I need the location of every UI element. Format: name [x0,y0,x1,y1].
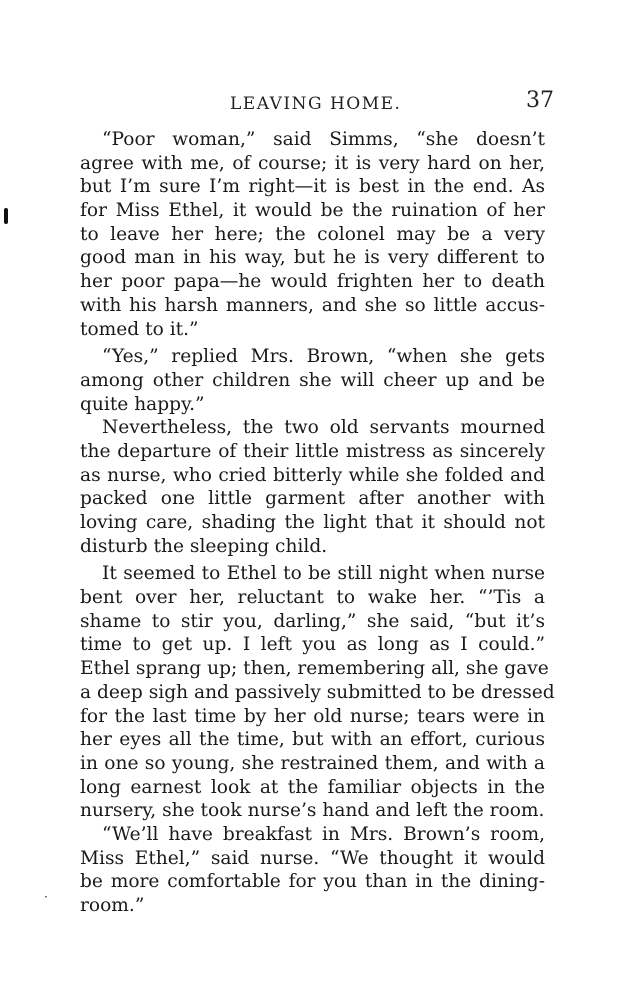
text-line: her eyes all the time, but with an effort, curious [80,729,545,751]
body-text [80,128,555,918]
text-line: room.” [80,895,145,916]
text-line: nursery, she took nurse’s hand and left the room. [80,800,545,822]
text-line: in one so young, she restrained them, and with a [80,752,545,774]
text-line: to leave her here; the colonel may be a very [80,223,545,245]
text-line: shame to stir you, darling,” she said, “but it’s [80,610,545,632]
text-line: “We’ll have breakfast in Mrs. Brown’s room, [102,823,545,845]
paragraph [80,345,545,416]
text-line: for the last time by her old nurse; tears were in [80,705,545,727]
text-line: but I’m sure I’m right—it is best in the end. As [80,176,545,198]
text-line: disturb the sleeping child. [80,535,328,557]
text-line: be more comfortable for you than in the dining- [80,871,545,893]
text-line: bent over her, reluctant to wake her. “’Tis a [80,587,545,609]
text-line: It seemed to Ethel to be still night when nurse [102,563,545,585]
text-line: with his harsh manners, and she so little accus- [80,294,545,316]
paragraph [80,562,555,823]
paragraph [80,128,545,341]
paragraph [80,416,545,558]
text-line: packed one little garment after another with [80,488,545,510]
text-line: tomed to it.” [80,318,199,340]
margin-mark [4,208,8,224]
page-number: 37 [526,88,554,113]
ink-speck: · [44,890,48,904]
text-line: time to get up. I left you as long as I could.” [80,634,545,656]
text-line: agree with me, of course; it is very hard on her, [80,152,545,174]
text-line: “Yes,” replied Mrs. Brown, “when she gets [102,346,545,368]
text-line: Miss Ethel,” said nurse. “We thought it would [80,847,545,869]
running-head: LEAVING HOME. [230,94,402,114]
text-line: loving care, shading the light that it should not [80,512,545,533]
text-line: for Miss Ethel, it would be the ruination of her [80,200,545,222]
text-line: good man in his way, but he is very different to [80,247,545,269]
text-line: among other children she will cheer up and be [80,369,545,391]
text-line: “Poor woman,” said Simms, “she doesn’t [102,129,545,150]
text-line: her poor papa—he would frighten her to death [80,271,545,293]
text-line: the departure of their little mistress as sincerely [80,440,545,462]
text-line: quite happy.” [80,393,205,415]
text-line: long earnest look at the familiar objects in the [80,776,545,798]
text-line: a deep sigh and passively submitted to be dressed [80,681,555,703]
text-line: Nevertheless, the two old servants mourned [102,417,545,439]
text-line: Ethel sprang up; then, remembering all, she gave [80,658,549,680]
paragraph [80,823,545,918]
text-line: as nurse, who cried bitterly while she folded and [80,464,545,486]
